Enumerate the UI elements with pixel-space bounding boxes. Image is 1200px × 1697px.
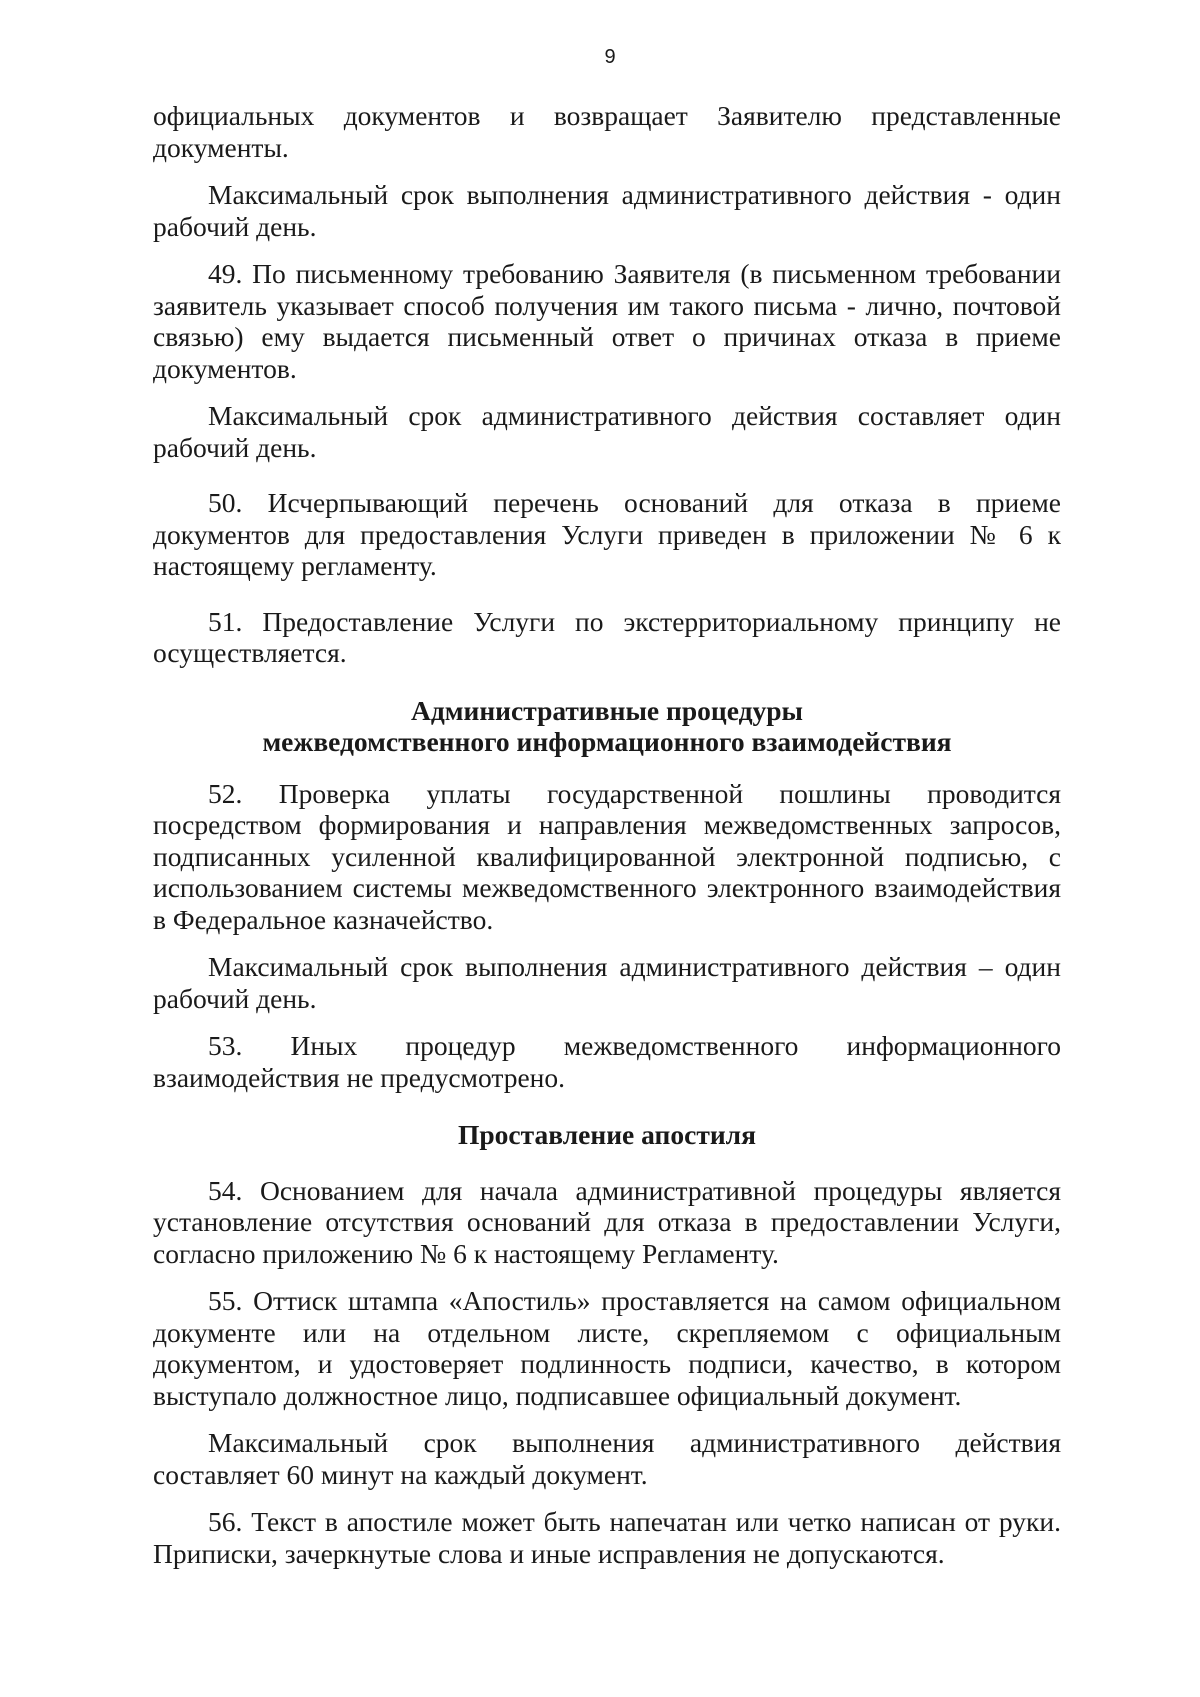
paragraph-continuation: официальных документов и возвращает Заявителю представленные документы.	[153, 100, 1061, 163]
section-heading-interagency	[153, 695, 1061, 758]
paragraph-deadline-2: Максимальный срок административного действия составляет один рабочий день.	[153, 400, 1061, 463]
paragraph-deadline-1: Максимальный срок выполнения административного действия - один рабочий день.	[153, 179, 1061, 242]
document-body	[153, 100, 1061, 1585]
paragraph-55: 55. Оттиск штампа «Апостиль» проставляется на самом официальном документе или на отдельном листе, скрепляемом с официальным документом, и удостоверяет подлинность подписи, качество, в котором выступало должностное лицо, подписавшее официальный документ.	[153, 1285, 1061, 1411]
section-heading-line-1: Административные процедуры	[410, 694, 804, 726]
paragraph-52: 52. Проверка уплаты государственной пошлины проводится посредством формирования и направления межведомственных запросов, подписанных усиленной квалифицированной электронной подписью, с использованием системы межведомственного электронного взаимодействия в Федеральное казначейство.	[153, 777, 1061, 935]
paragraph-56: 56. Текст в апостиле может быть напечатан или четко написан от руки. Приписки, зачеркнутые слова и иные исправления не допускаются.	[153, 1506, 1061, 1569]
paragraph-deadline-3: Максимальный срок выполнения административного действия – один рабочий день.	[153, 951, 1061, 1014]
paragraph-deadline-4: Максимальный срок выполнения административного действия составляет 60 минут на каждый документ.	[153, 1427, 1061, 1490]
paragraph-54: 54. Основанием для начала административной процедуры является установление отсутствия оснований для отказа в предоставлении Услуги, согласно приложению № 6 к настоящему Регламенту.	[153, 1174, 1061, 1269]
page-number: 9	[604, 46, 616, 68]
paragraph-49: 49. По письменному требованию Заявителя (в письменном требовании заявитель указывает способ получения им такого письма - лично, почтовой связью) ему выдается письменный ответ о причинах отказа в приеме документов.	[153, 258, 1061, 384]
paragraph-51: 51. Предоставление Услуги по экстерриториальному принципу не осуществляется.	[153, 605, 1061, 668]
section-heading-apostille: Проставление апостиля	[458, 1119, 756, 1150]
paragraph-50: 50. Исчерпывающий перечень оснований для отказа в приеме документов для предоставления Услуги приведен в приложении № 6 к настоящему регламенту.	[153, 487, 1061, 581]
paragraph-53: 53. Иных процедур межведомственного информационного взаимодействия не предусмотрено.	[153, 1030, 1061, 1093]
section-heading-line-2: межведомственного информационного взаимодействия	[262, 726, 952, 757]
